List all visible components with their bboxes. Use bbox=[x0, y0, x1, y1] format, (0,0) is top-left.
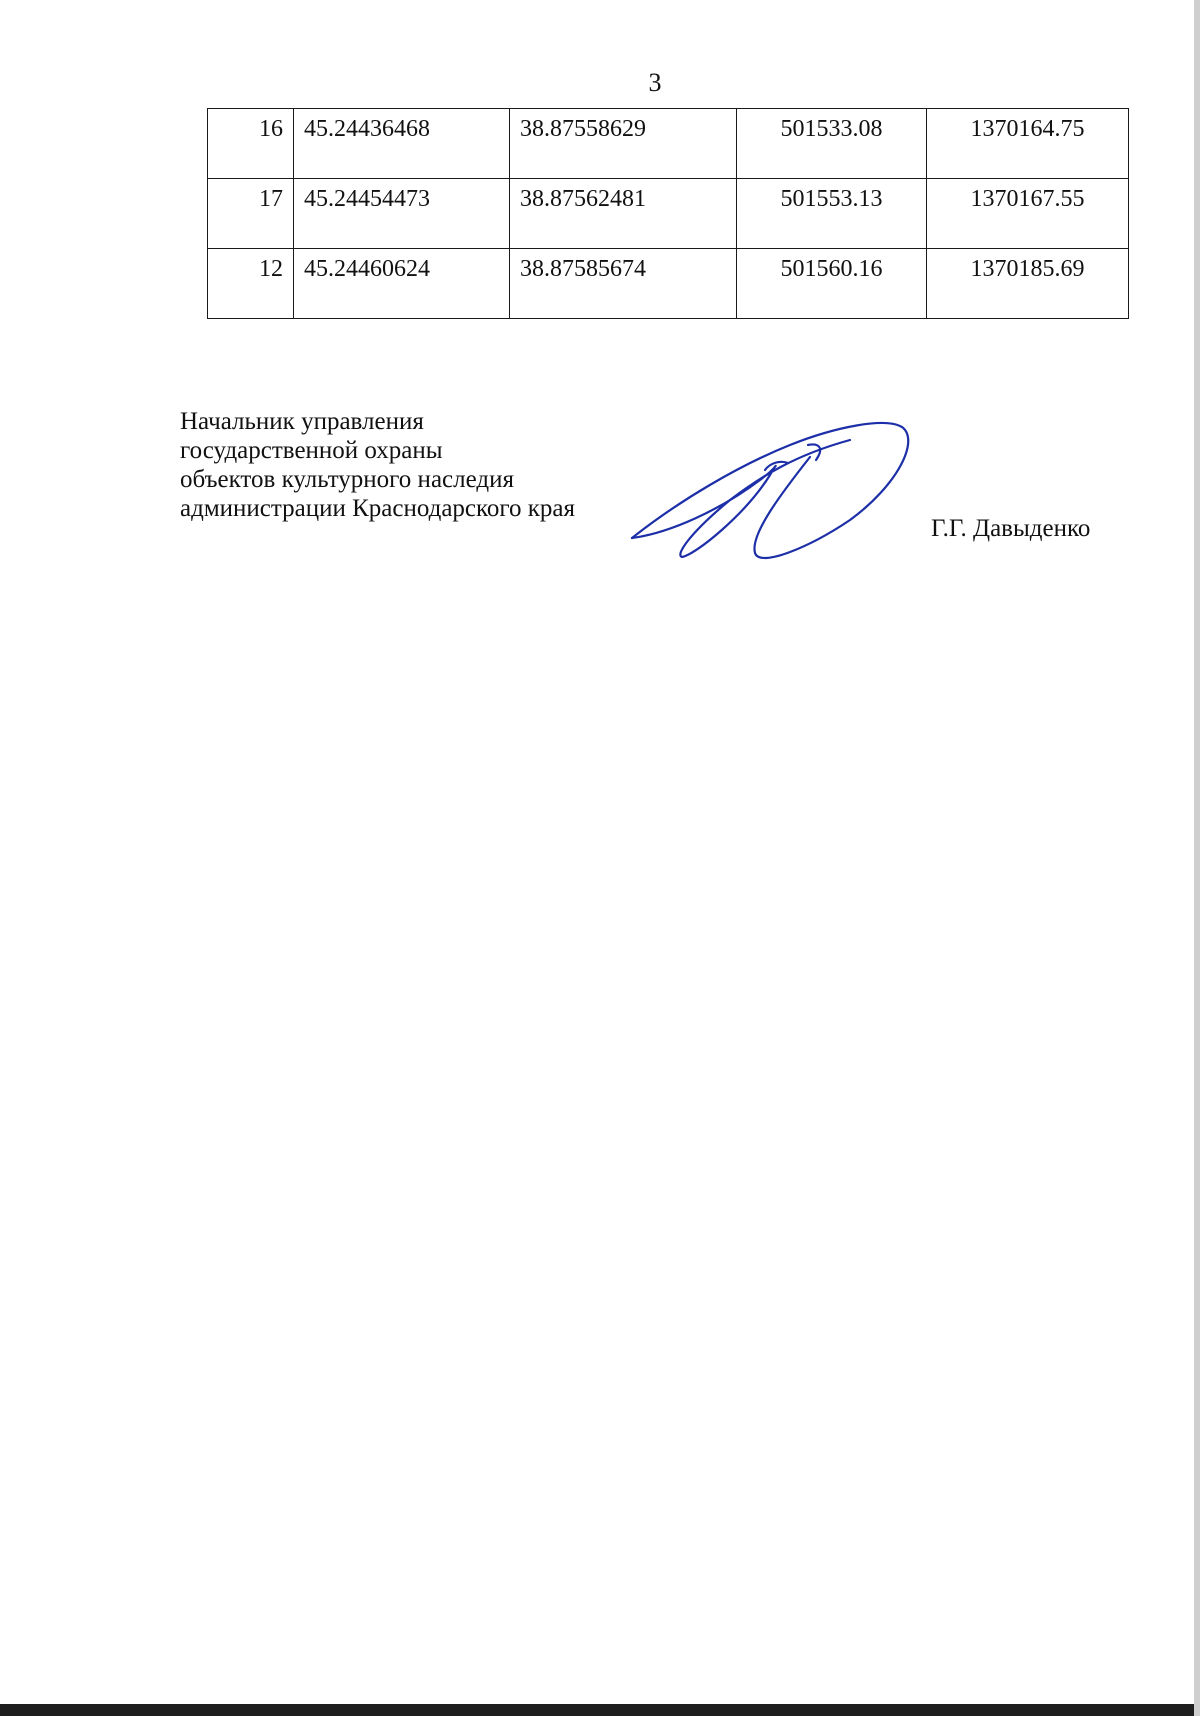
y-coordinate-cell: 1370164.75 bbox=[927, 109, 1129, 179]
signature-stroke bbox=[765, 445, 820, 470]
signatory-title-line: администрации Краснодарского края bbox=[180, 495, 576, 522]
longitude-cell: 38.87585674 bbox=[510, 249, 737, 319]
signatory-title bbox=[180, 407, 575, 523]
latitude-cell: 45.24454473 bbox=[294, 179, 510, 249]
longitude-cell: 38.87558629 bbox=[510, 109, 737, 179]
point-number-cell: 12 bbox=[208, 249, 294, 319]
x-coordinate-cell: 501560.16 bbox=[737, 249, 927, 319]
coordinates-table bbox=[207, 108, 1129, 319]
x-coordinate-cell: 501553.13 bbox=[737, 179, 927, 249]
signatory-name: Г.Г. Давыденко bbox=[931, 515, 1091, 542]
table-row bbox=[208, 179, 1129, 249]
point-number-cell: 17 bbox=[208, 179, 294, 249]
table-row bbox=[208, 249, 1129, 319]
handwritten-signature bbox=[620, 405, 920, 580]
latitude-cell: 45.24460624 bbox=[294, 249, 510, 319]
x-coordinate-cell: 501533.08 bbox=[737, 109, 927, 179]
y-coordinate-cell: 1370185.69 bbox=[927, 249, 1129, 319]
latitude-cell: 45.24436468 bbox=[294, 109, 510, 179]
signatory-title-line: государственной охраны bbox=[180, 437, 443, 464]
point-number-cell: 16 bbox=[208, 109, 294, 179]
y-coordinate-cell: 1370167.55 bbox=[927, 179, 1129, 249]
table-row bbox=[208, 109, 1129, 179]
longitude-cell: 38.87562481 bbox=[510, 179, 737, 249]
page-number: 3 bbox=[648, 68, 662, 97]
scan-edge-right bbox=[1194, 0, 1200, 1716]
signatory-title-line: Начальник управления bbox=[180, 408, 424, 435]
scan-edge-bottom bbox=[0, 1704, 1200, 1716]
signatory-title-line: объектов культурного наследия bbox=[180, 466, 514, 493]
signature-stroke bbox=[632, 423, 908, 558]
